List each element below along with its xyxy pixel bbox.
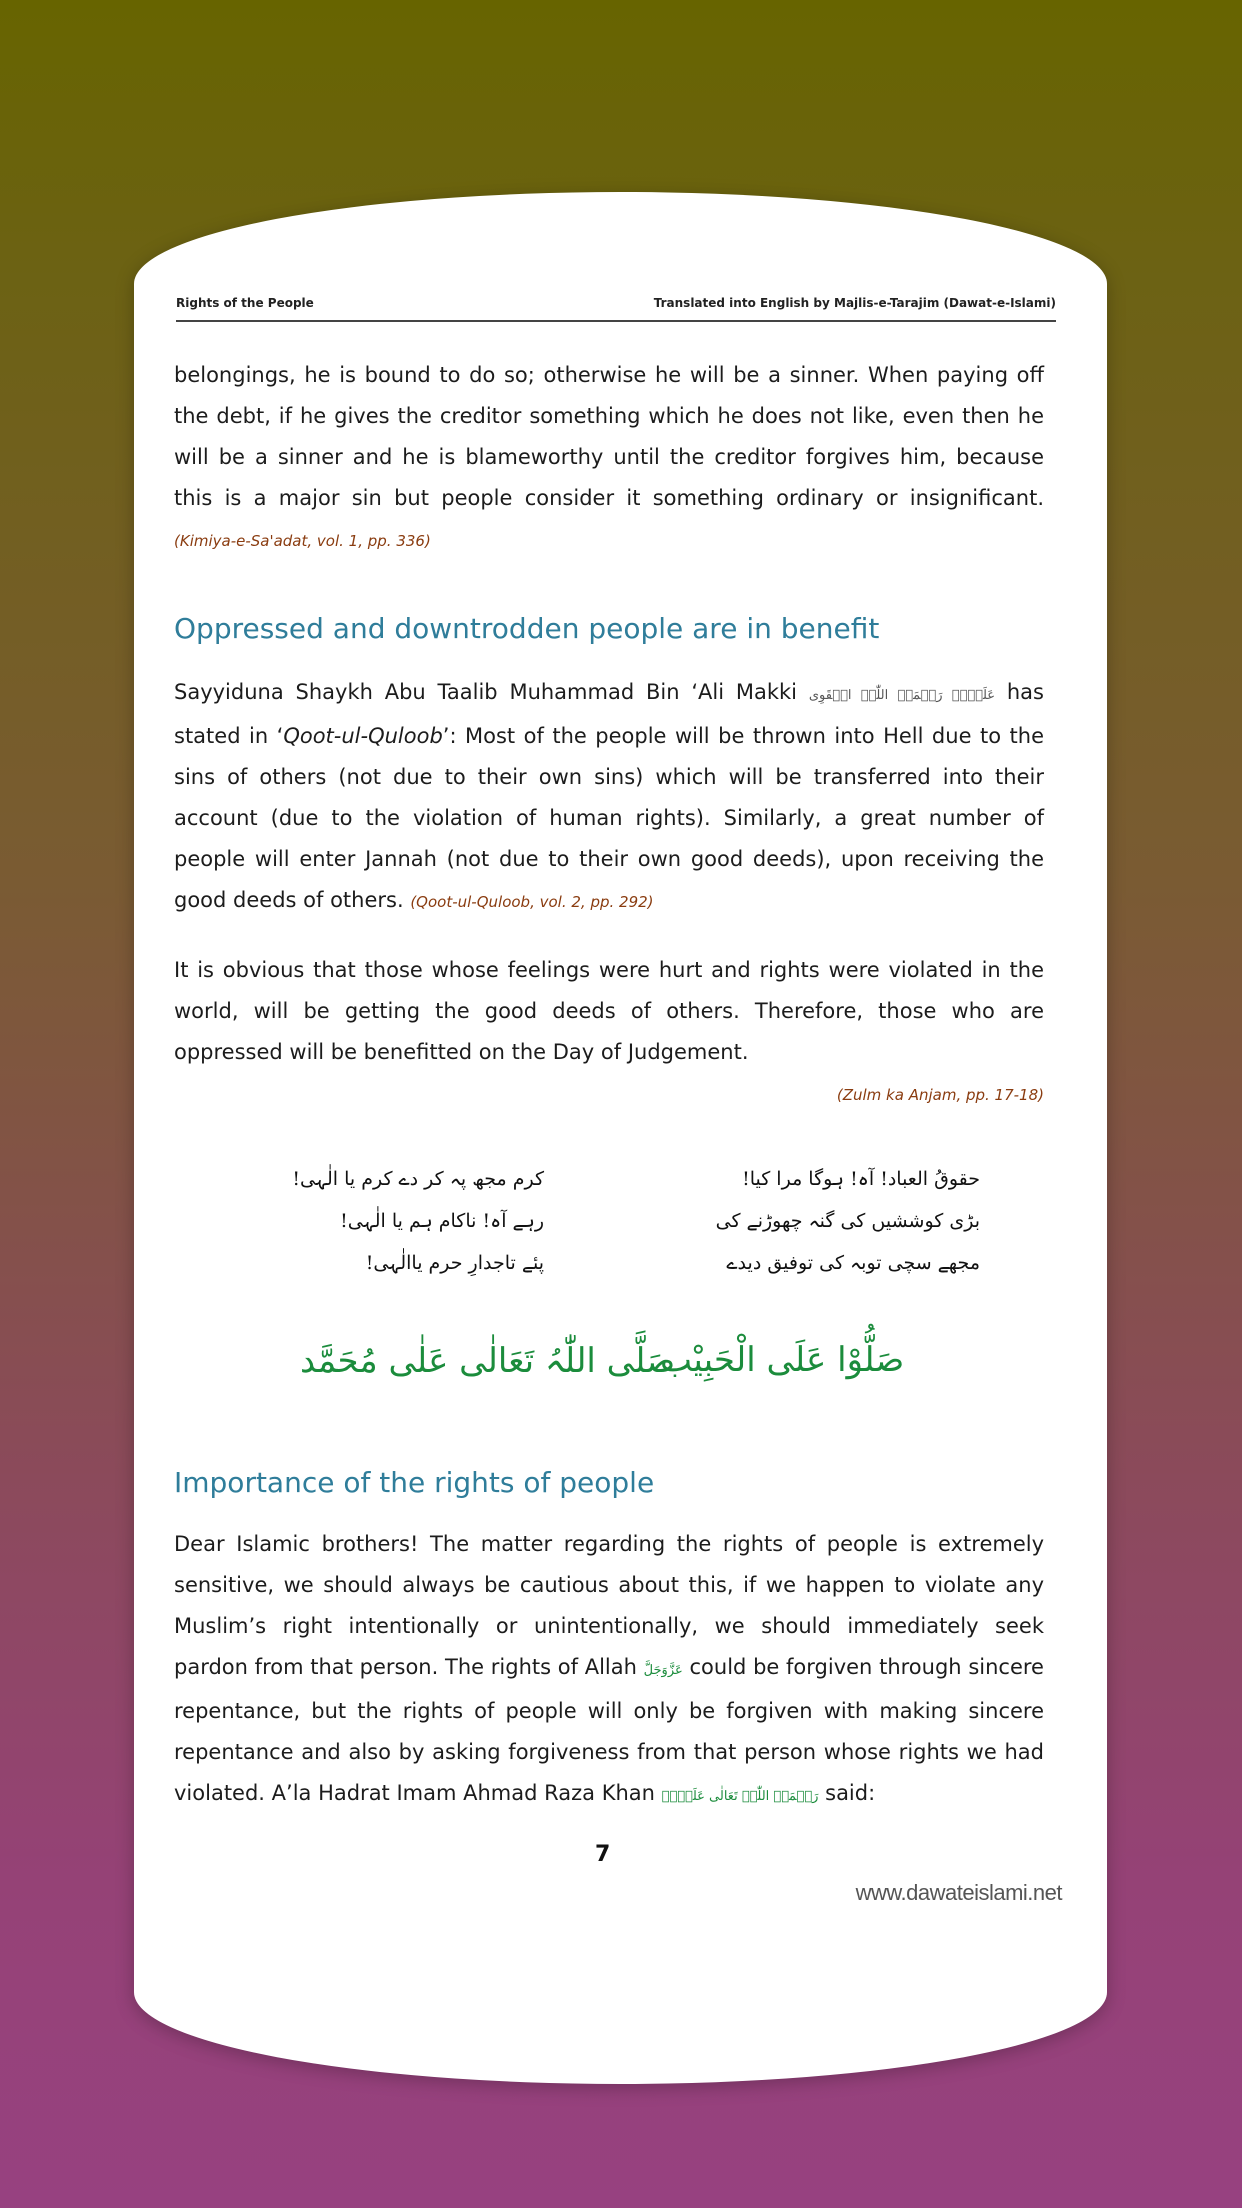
section-heading-oppressed xyxy=(174,612,1044,645)
poem-line: بڑی کوششیں کی گنہ چھوڑنے کی xyxy=(715,1210,980,1232)
paragraph-qoot xyxy=(174,672,1044,923)
citation-row xyxy=(174,1073,1044,1116)
paragraph-text: belongings, he is bound to do so; otherwise he will be a sinner. When paying off the debt, if he gives the creditor something which he does not like, even then he will be a sinner and he is blameworthy until the creditor forgives him, because this is a major sin but people consider it something ordinary or insignificant. xyxy=(174,363,1044,510)
paragraph-text-c: said: xyxy=(825,1781,876,1805)
citation: (Kimiya-e-Sa'adat, vol. 1, pp. 336) xyxy=(174,532,431,550)
running-header xyxy=(176,292,1056,322)
website-link[interactable]: www.dawateislami.net xyxy=(855,1880,1062,1905)
poem-line: حقوقُ العباد! آہ! ہوگا مرا کیا! xyxy=(742,1168,980,1190)
header-translator: Translated into English by Majlis-e-Tarajim (Dawat-e-Islami) xyxy=(653,296,1056,310)
citation: (Qoot-ul-Quloob, vol. 2, pp. 292) xyxy=(410,893,654,911)
paragraph-has: has stated in ‘ xyxy=(174,680,1044,748)
paragraph-intro: Sayyiduna Shaykh Abu Taalib Muhammad Bin ‘Ali Makki xyxy=(174,680,797,704)
honorific-text: رَحۡمَۃُ اللّٰہِ تَعَالٰی عَلَیۡہِ xyxy=(661,1789,819,1804)
section-heading: Importance of the rights of people xyxy=(174,1466,655,1499)
paragraph-text-a: Dear Islamic brothers! The matter regarding the rights of people is extremely sensitive, we should always be cautious about this, if we happen to violate any Muslim’s right intentionally or unintentionally, we should immediately seek pardon from that person. The rights of Allah xyxy=(174,1532,1044,1679)
book-title: Qoot-ul-Quloob xyxy=(283,724,443,748)
salawat-response: صَلَّی اللّٰہُ تَعَالٰی عَلٰی مُحَمَّد xyxy=(300,1341,676,1381)
paragraph-rest: ’: Most of the people will be thrown into Hell due to the sins of others (not due to their own sins) which will be transferred into their account (due to the violation of human rights). Similarly, a great number of people will enter Jannah (not due to their own good deeds), upon receiving the good deeds of others. xyxy=(174,724,1044,912)
poem-right-column xyxy=(650,1158,980,1284)
paragraph-text: It is obvious that those whose feelings were hurt and rights were violated in the world, will be getting the good deeds of others. Therefore, those who are oppressed will be benefitted on the Day of Judgement. xyxy=(174,958,1044,1064)
salawat-call: صَلُّوْا عَلَی الْحَبِیْب xyxy=(660,1340,905,1380)
poem-line: رہے آہ! ناکام ہم یا الٰہی! xyxy=(340,1210,544,1232)
poem-line: پئے تاجدارِ حرم یاالٰہی! xyxy=(365,1252,544,1274)
paragraph-obvious xyxy=(174,950,1044,1116)
page-number: 7 xyxy=(595,1842,611,1867)
paragraph-debt xyxy=(174,355,1044,562)
paragraph-text-b: could be forgiven through sincere repentance, but the rights of people will only be forgiven with making sincere repentance and also by asking forgiveness from that person whose rights we had violated. A’la Hadrat Imam Ahmad Raza Khan xyxy=(174,1655,1044,1805)
poem-line: کرم مجھ پہ کر دے کرم یا الٰہی! xyxy=(292,1168,544,1190)
section-heading-importance xyxy=(174,1466,1044,1499)
citation: (Zulm ka Anjam, pp. 17-18) xyxy=(836,1086,1044,1104)
poem-left-column xyxy=(214,1158,544,1284)
poem-line: مجھے سچی توبہ کی توفیق دیدے xyxy=(726,1252,980,1274)
honorific-text: عَزَّوَجَلَّ xyxy=(643,1663,683,1678)
section-heading: Oppressed and downtrodden people are in benefit xyxy=(174,612,880,645)
honorific-text: عَلَیۡہِ رَحۡمَۃُ اللّٰہِ الۡقَوِی xyxy=(808,688,996,703)
header-book-title: Rights of the People xyxy=(176,296,314,310)
paragraph-importance xyxy=(174,1524,1044,1817)
